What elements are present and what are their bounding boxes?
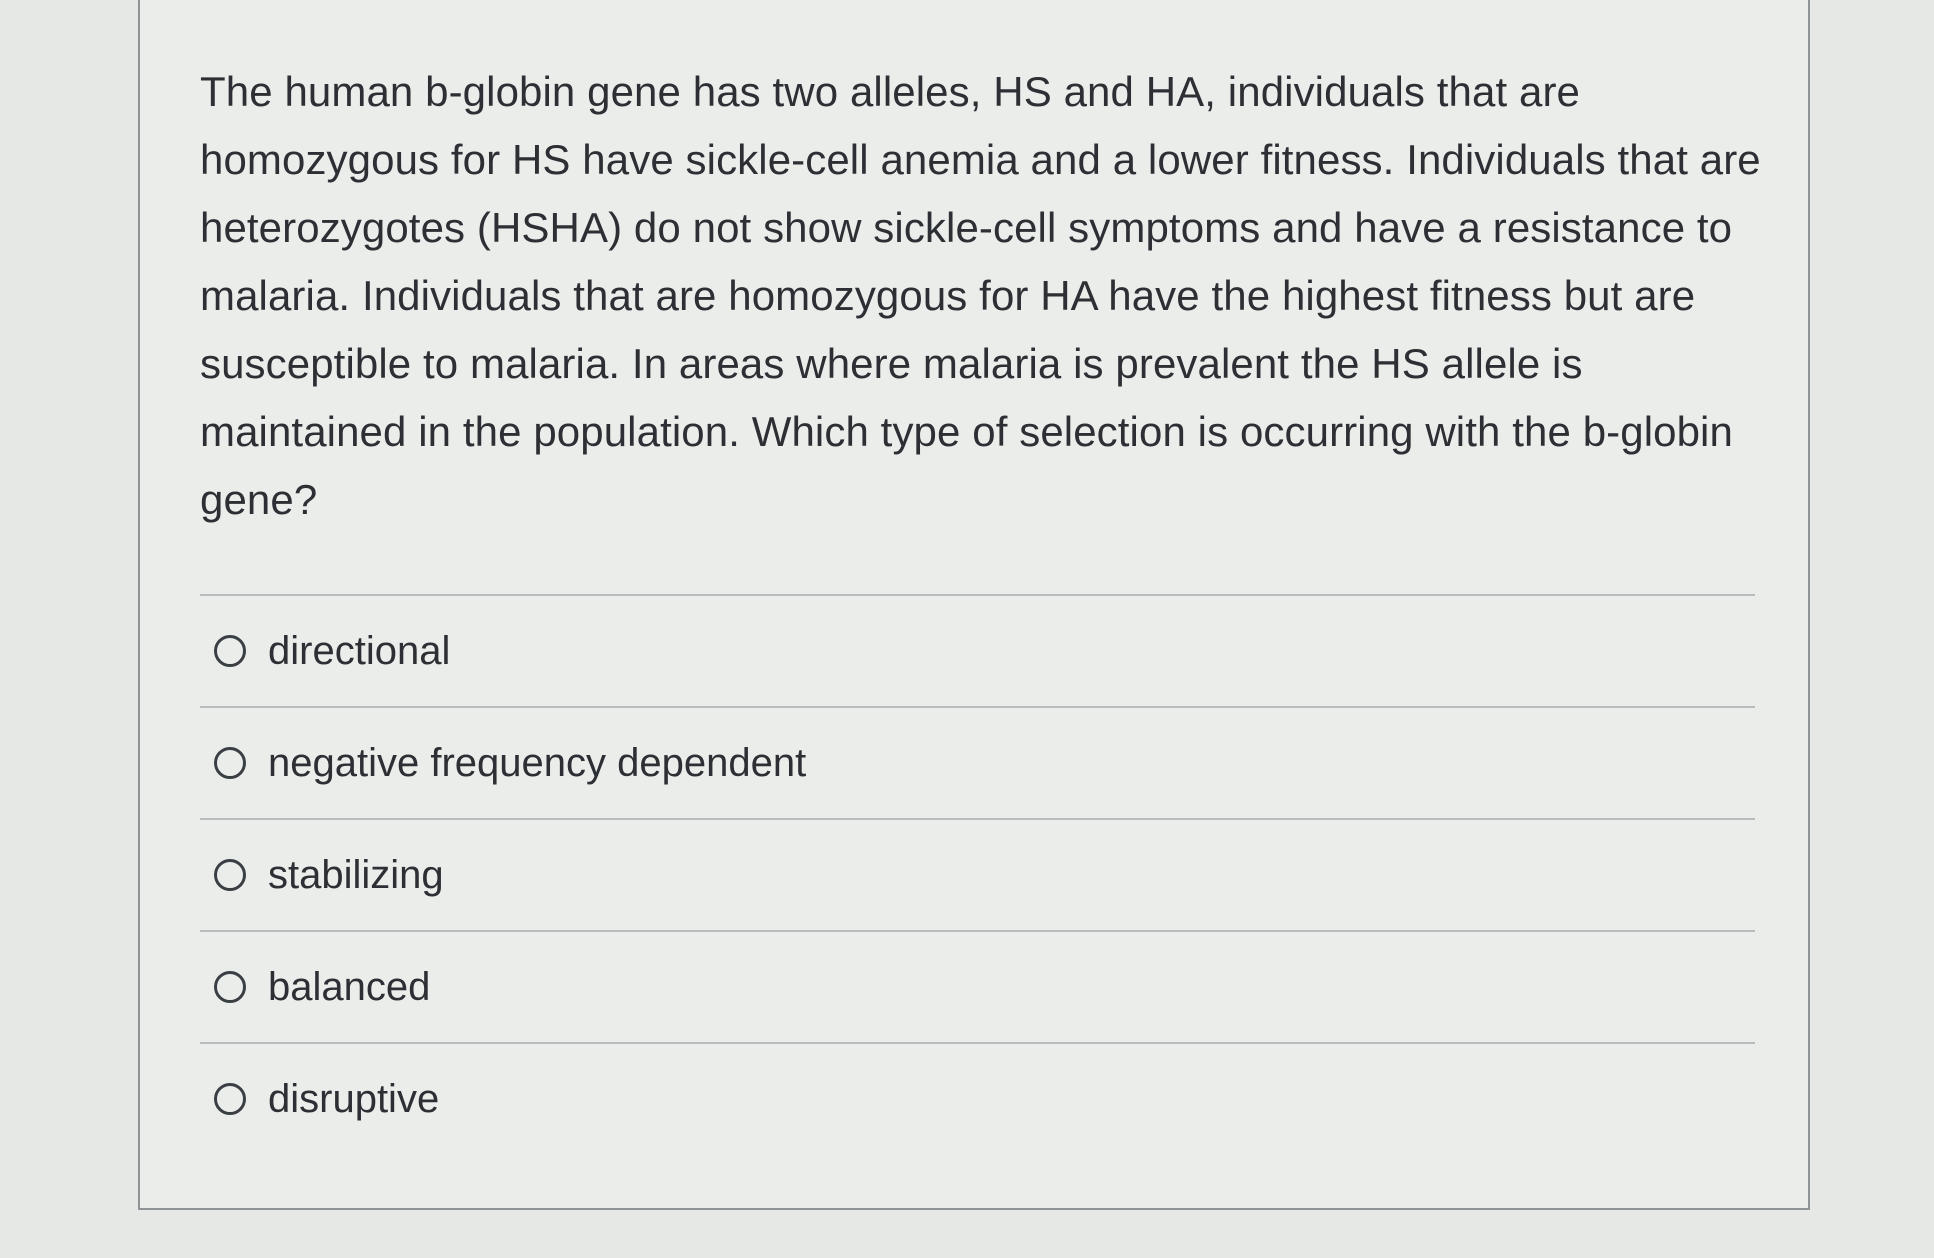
answer-label: disruptive <box>268 1076 440 1121</box>
radio-button[interactable] <box>214 747 246 779</box>
radio-button[interactable] <box>214 1083 246 1115</box>
answer-option-stabilizing[interactable] <box>200 820 1755 930</box>
radio-button[interactable] <box>214 859 246 891</box>
answer-label: stabilizing <box>268 852 444 897</box>
answer-label: balanced <box>268 964 431 1009</box>
answer-option-directional[interactable] <box>200 596 1755 706</box>
question-card <box>138 0 1810 1210</box>
answer-label: directional <box>268 628 451 673</box>
radio-button[interactable] <box>214 971 246 1003</box>
answer-list <box>200 594 1755 1154</box>
radio-button[interactable] <box>214 635 246 667</box>
answer-option-negative-frequency-dependent[interactable] <box>200 708 1755 818</box>
answer-label: negative frequency dependent <box>268 740 807 785</box>
answer-option-balanced[interactable] <box>200 932 1755 1042</box>
answer-option-disruptive[interactable] <box>200 1044 1755 1154</box>
question-text: The human b-globin gene has two alleles, HS and HA, individuals that are homozygous for HS have sickle-cell anemia and a lower fitness. Individuals that are heterozygotes (HSHA) do not show sickle-cell symptoms and have a resistance to malaria. Individuals that are homozygous for HA have the highest fitness but are susceptible to malaria. In areas where malaria is prevalent the HS allele is maintained in the population. Which type of selection is occurring with the b-globin gene? <box>200 68 1761 523</box>
